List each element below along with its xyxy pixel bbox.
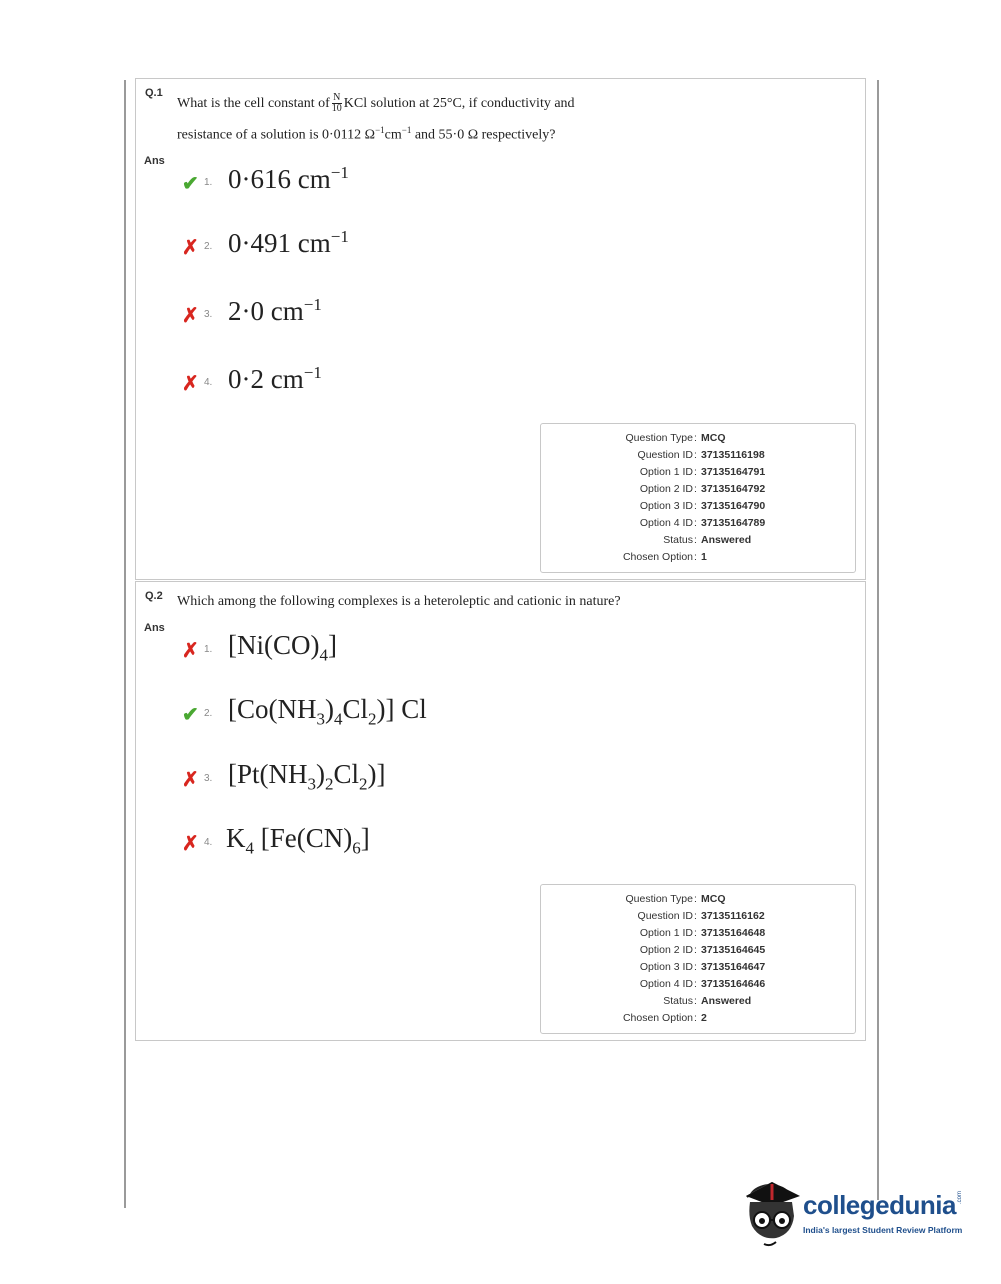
meta-row-question-type <box>541 430 857 447</box>
option-value: 0·2 cm <box>228 364 304 394</box>
meta-row-option-4-id <box>541 976 857 993</box>
subscript: 6 <box>352 838 361 858</box>
exponent: −1 <box>375 125 385 135</box>
meta-value: 37135164791 <box>701 466 766 478</box>
formula-part: Cl <box>342 694 369 724</box>
question-meta-box <box>540 884 856 1034</box>
option-number: 4. <box>204 837 213 848</box>
option-number: 2. <box>204 241 213 252</box>
meta-separator: : <box>694 466 697 478</box>
subscript: 4 <box>319 645 328 665</box>
meta-row-option-1-id <box>541 464 857 481</box>
meta-value: 37135116198 <box>701 449 765 461</box>
option-number: 2. <box>204 708 213 719</box>
meta-value: 37135116162 <box>701 910 765 922</box>
meta-separator: : <box>694 995 697 1007</box>
meta-row-option-3-id <box>541 959 857 976</box>
meta-row-question-type <box>541 891 857 908</box>
option-text <box>228 295 322 327</box>
subscript: 4 <box>245 838 254 858</box>
cross-icon: ✗ <box>182 769 199 791</box>
option-number: 1. <box>204 177 213 188</box>
meta-row-status <box>541 532 857 549</box>
meta-separator: : <box>694 517 697 529</box>
meta-separator: : <box>694 927 697 939</box>
meta-key: Option 3 ID <box>639 961 693 973</box>
fraction-denominator: 10 <box>331 103 342 115</box>
meta-separator: : <box>694 534 697 546</box>
meta-value: 37135164790 <box>701 500 766 512</box>
question-number: Q.1 <box>145 87 163 99</box>
mascot-icon <box>742 1176 804 1250</box>
meta-row-option-4-id <box>541 515 857 532</box>
meta-key: Status <box>663 534 693 546</box>
question-meta-box <box>540 423 856 573</box>
meta-separator: : <box>694 500 697 512</box>
fraction <box>332 93 342 114</box>
meta-separator: : <box>694 432 697 444</box>
formula-part: )] <box>367 759 386 789</box>
option-number: 1. <box>204 644 213 655</box>
meta-value: MCQ <box>701 432 726 444</box>
cross-icon: ✗ <box>182 640 199 662</box>
option-value: 2·0 cm <box>228 296 304 326</box>
question-text-part: KCl solution at 25°C, if conductivity and <box>343 96 575 111</box>
meta-value: MCQ <box>701 893 726 905</box>
formula-part: [Ni(CO) <box>228 630 320 660</box>
meta-key: Question Type <box>625 432 693 444</box>
subscript: 2 <box>368 709 377 729</box>
option-text <box>228 630 337 665</box>
question-text <box>177 91 575 149</box>
formula-part: )] Cl <box>376 694 427 724</box>
question-1-panel <box>135 78 866 580</box>
option-text <box>228 227 349 259</box>
meta-key: Option 2 ID <box>639 944 693 956</box>
question-text-part: and 55·0 Ω respectively? <box>411 127 556 143</box>
question-text-part: cm <box>384 127 402 143</box>
formula-part: ] <box>327 630 337 660</box>
collegedunia-logo <box>742 1176 982 1250</box>
meta-row-question-id <box>541 908 857 925</box>
meta-key: Chosen Option <box>622 1012 693 1024</box>
meta-separator: : <box>694 978 697 990</box>
meta-key: Chosen Option <box>622 551 693 563</box>
question-text-part: What is the cell constant of <box>177 96 330 111</box>
question-number: Q.2 <box>145 590 163 602</box>
meta-key: Option 4 ID <box>639 978 693 990</box>
checkmark-icon: ✔ <box>182 173 199 195</box>
page-left-rule <box>124 80 126 1208</box>
formula-part: ) <box>316 759 325 789</box>
meta-value: 37135164647 <box>701 961 766 973</box>
meta-separator: : <box>694 483 697 495</box>
formula-part: ] <box>360 823 370 853</box>
meta-row-option-2-id <box>541 942 857 959</box>
meta-key: Question ID <box>637 910 693 922</box>
meta-row-option-1-id <box>541 925 857 942</box>
exponent: −1 <box>401 125 412 135</box>
meta-value: Answered <box>701 995 752 1007</box>
subscript: 4 <box>334 709 343 729</box>
meta-separator: : <box>694 449 697 461</box>
meta-row-question-id <box>541 447 857 464</box>
subscript: 3 <box>316 709 325 729</box>
page-right-rule <box>877 80 879 1200</box>
formula-part: [Fe(CN) <box>254 823 353 853</box>
meta-separator: : <box>694 893 697 905</box>
formula-part: K <box>226 823 246 853</box>
option-number: 3. <box>204 773 213 784</box>
logo-suffix: .com <box>957 1190 963 1204</box>
subscript: 2 <box>359 774 368 794</box>
meta-key: Question ID <box>637 449 693 461</box>
subscript: 3 <box>307 774 316 794</box>
question-text-part: resistance of a solution is 0·0112 Ω <box>177 127 376 143</box>
meta-value: Answered <box>701 534 752 546</box>
meta-key: Option 1 ID <box>639 927 693 939</box>
option-value: 0·491 cm <box>228 228 331 258</box>
meta-row-option-3-id <box>541 498 857 515</box>
answer-label: Ans <box>144 622 165 634</box>
meta-separator: : <box>694 944 697 956</box>
subscript: 2 <box>325 774 334 794</box>
meta-key: Option 2 ID <box>639 483 693 495</box>
meta-row-status <box>541 993 857 1010</box>
meta-separator: : <box>694 910 697 922</box>
meta-row-option-2-id <box>541 481 857 498</box>
question-text: Which among the following complexes is a heteroleptic and cationic in nature? <box>177 594 621 609</box>
cross-icon: ✗ <box>182 305 199 327</box>
fraction-numerator: N <box>333 92 341 104</box>
exponent: −1 <box>330 227 349 246</box>
checkmark-icon: ✔ <box>182 704 199 726</box>
meta-key: Option 1 ID <box>639 466 693 478</box>
meta-value: 37135164792 <box>701 483 766 495</box>
exponent: −1 <box>330 163 349 182</box>
meta-value: 37135164789 <box>701 517 766 529</box>
option-value: 0·616 cm <box>228 164 331 194</box>
formula-part: [Pt(NH <box>228 759 308 789</box>
formula-part: [Co(NH <box>228 694 317 724</box>
option-text <box>226 823 370 858</box>
exponent: −1 <box>303 363 322 382</box>
option-number: 4. <box>204 377 213 388</box>
meta-separator: : <box>694 551 697 563</box>
meta-key: Option 3 ID <box>639 500 693 512</box>
meta-separator: : <box>694 1012 697 1024</box>
meta-separator: : <box>694 961 697 973</box>
question-2-panel <box>135 581 866 1041</box>
option-number: 3. <box>204 309 213 320</box>
meta-row-chosen-option <box>541 549 857 566</box>
meta-value: 37135164645 <box>701 944 766 956</box>
meta-value: 37135164646 <box>701 978 766 990</box>
option-text <box>228 363 322 395</box>
cross-icon: ✗ <box>182 373 199 395</box>
meta-value: 1 <box>701 551 707 563</box>
meta-key: Question Type <box>625 893 693 905</box>
logo-name: collegedunia <box>803 1190 956 1220</box>
formula-part: Cl <box>333 759 360 789</box>
formula-part: ) <box>325 694 334 724</box>
option-text <box>228 694 427 729</box>
meta-key: Option 4 ID <box>639 517 693 529</box>
logo-tagline: India's largest Student Review Platform <box>803 1225 963 1235</box>
option-text <box>228 163 349 195</box>
meta-value: 37135164648 <box>701 927 766 939</box>
exponent: −1 <box>303 295 322 314</box>
cross-icon: ✗ <box>182 833 199 855</box>
answer-label: Ans <box>144 155 165 167</box>
meta-key: Status <box>663 995 693 1007</box>
option-text <box>228 759 386 794</box>
cross-icon: ✗ <box>182 237 199 259</box>
meta-value: 2 <box>701 1012 707 1024</box>
meta-row-chosen-option <box>541 1010 857 1027</box>
